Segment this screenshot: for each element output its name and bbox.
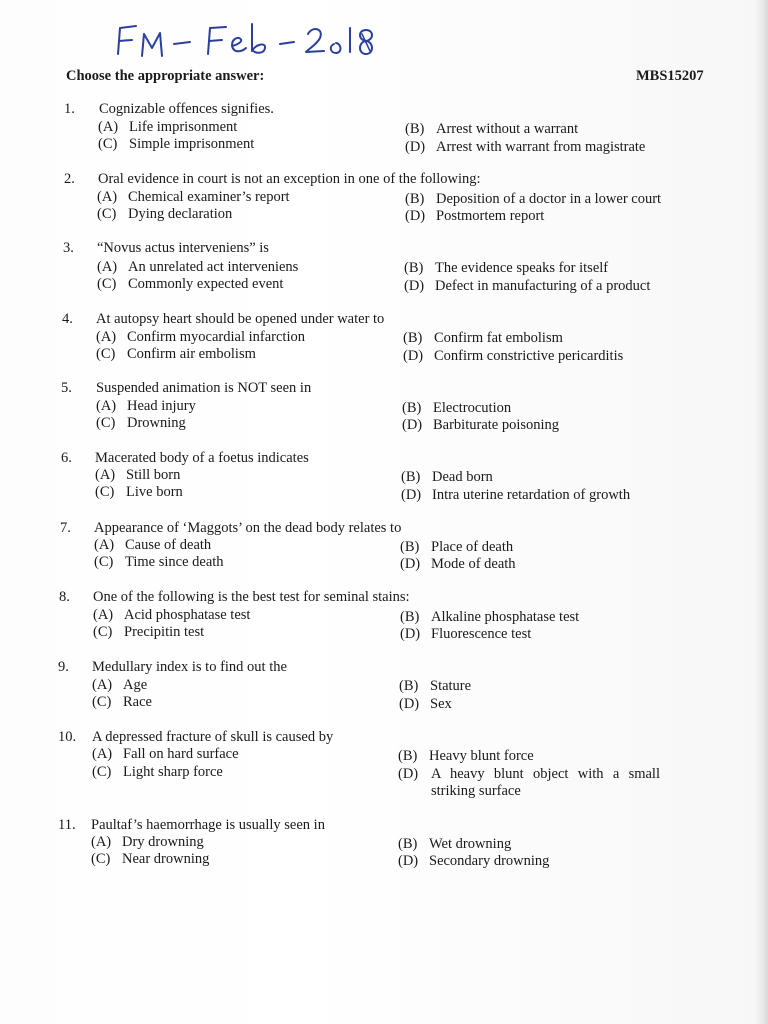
option-label: (C) (91, 851, 111, 867)
option-label: (C) (92, 694, 112, 710)
option-c (94, 554, 224, 571)
option-a (93, 607, 250, 624)
option-d (400, 556, 516, 573)
option-text: Arrest with warrant from magistrate (436, 139, 646, 155)
exam-code: MBS15207 (636, 68, 704, 84)
question-text: Oral evidence in court is not an exception in one of the following: (98, 171, 481, 187)
option-label: (C) (94, 554, 114, 570)
option-b (400, 539, 513, 556)
option-text: Dead born (432, 469, 493, 485)
option-text: Secondary drowning (429, 853, 550, 869)
option-label: (D) (400, 556, 421, 572)
option-text: Race (123, 694, 152, 710)
option-a (96, 329, 305, 346)
option-label: (A) (96, 398, 117, 414)
option-text: Alkaline phosphatase test (431, 609, 580, 625)
question-text: Macerated body of a foetus indicates (95, 450, 309, 466)
option-label: (C) (98, 136, 118, 152)
option-d (399, 696, 452, 713)
option-b (400, 609, 579, 626)
option-b (404, 260, 608, 277)
option-label: (A) (92, 677, 113, 693)
option-text: Drowning (127, 415, 186, 431)
option-a (92, 746, 239, 763)
question-text: At autopsy heart should be opened under water to (96, 311, 385, 327)
option-label: (A) (97, 259, 118, 275)
option-label: (A) (97, 189, 118, 205)
option-c (97, 206, 232, 223)
option-text: Simple imprisonment (129, 136, 255, 152)
option-c (95, 484, 183, 501)
option-label: (C) (92, 764, 112, 780)
option-label: (D) (405, 139, 426, 155)
option-b (399, 678, 471, 695)
question-text: Cognizable offences signifies. (99, 101, 274, 117)
option-text: Life imprisonment (129, 119, 238, 135)
option-label: (D) (398, 853, 419, 869)
option-text: Barbiturate poisoning (433, 417, 560, 433)
option-label: (A) (91, 834, 112, 850)
option-text: The evidence speaks for itself (435, 260, 609, 276)
option-text: Still born (126, 467, 181, 483)
question-number: 1. (64, 101, 75, 117)
option-text: Arrest without a warrant (436, 121, 579, 137)
option-c (93, 624, 204, 641)
option-text: Wet drowning (429, 836, 512, 852)
option-text: Fluorescence test (431, 626, 532, 642)
option-text: Commonly expected event (128, 276, 284, 292)
option-label: (B) (405, 191, 425, 207)
option-text: Dying declaration (128, 206, 233, 222)
option-label: (D) (402, 417, 423, 433)
option-d (400, 626, 531, 643)
option-text: Confirm air embolism (127, 346, 256, 362)
question-number: 11. (58, 817, 76, 833)
option-label: (D) (399, 696, 420, 712)
option-text: Time since death (125, 554, 224, 570)
option-c (96, 346, 256, 363)
option-b (398, 836, 511, 853)
option-c (96, 415, 186, 432)
option-b (402, 400, 511, 417)
option-label: (B) (402, 400, 422, 416)
option-label: (D) (398, 766, 419, 782)
question-number: 8. (59, 589, 70, 605)
option-label: (D) (401, 487, 422, 503)
option-label: (A) (98, 119, 119, 135)
question-number: 10. (58, 729, 77, 745)
option-text: Age (123, 677, 148, 693)
option-text: Sex (430, 696, 452, 712)
option-label: (C) (96, 346, 116, 362)
question-text: A depressed fracture of skull is caused by (92, 729, 334, 745)
option-text: Mode of death (431, 556, 516, 572)
question-text: Medullary index is to find out the (92, 659, 287, 675)
option-text: Defect in manufacturing of a product (435, 278, 651, 294)
option-label: (C) (97, 276, 117, 292)
option-text: Precipitin test (124, 624, 205, 640)
page-edge-shadow (754, 0, 768, 1024)
option-c (92, 694, 152, 711)
option-label: (A) (93, 607, 114, 623)
option-text: An unrelated act interveniens (128, 259, 299, 275)
option-d (402, 417, 559, 434)
question-number: 9. (58, 659, 69, 675)
option-text: Deposition of a doctor in a lower court (436, 191, 662, 207)
option-label: (A) (96, 329, 117, 345)
question-text: Suspended animation is NOT seen in (96, 380, 312, 396)
option-text: Confirm fat embolism (434, 330, 563, 346)
option-label: (A) (94, 537, 115, 553)
question-number: 4. (62, 311, 73, 327)
option-c (97, 276, 283, 293)
option-text: Light sharp force (123, 764, 223, 780)
option-b (405, 121, 578, 138)
option-d (403, 348, 623, 365)
instruction-heading: Choose the appropriate answer: (66, 68, 265, 84)
question-number: 7. (60, 520, 71, 536)
option-text: Place of death (431, 539, 514, 555)
option-a (97, 189, 290, 206)
question-text: Appearance of ‘Maggots’ on the dead body relates to (94, 520, 402, 536)
option-c (92, 764, 223, 781)
option-d (404, 278, 650, 295)
option-text: Stature (430, 678, 472, 694)
option-label: (D) (400, 626, 421, 642)
option-text: Acid phosphatase test (124, 607, 251, 623)
option-text: Confirm constrictive pericarditis (434, 348, 624, 364)
option-label: (B) (400, 609, 420, 625)
option-label: (A) (95, 467, 116, 483)
option-label: (B) (405, 121, 425, 137)
option-text: Head injury (127, 398, 196, 414)
question-text: “Novus actus interveniens” is (97, 240, 269, 256)
option-text: Fall on hard surface (123, 746, 239, 762)
option-a (91, 834, 204, 851)
option-text: Confirm myocardial infarction (127, 329, 305, 345)
option-a (95, 467, 180, 484)
option-d (398, 853, 549, 870)
option-a (97, 259, 298, 276)
option-text: Live born (126, 484, 183, 500)
option-label: (C) (95, 484, 115, 500)
option-label: (B) (401, 469, 421, 485)
option-b (398, 748, 534, 765)
question-text: One of the following is the best test for seminal stains: (93, 589, 410, 605)
question-number: 2. (64, 171, 75, 187)
option-b (401, 469, 493, 486)
option-d (405, 139, 645, 156)
option-label: (B) (399, 678, 419, 694)
option-label: (B) (398, 836, 418, 852)
option-text: Electrocution (433, 400, 512, 416)
option-label: (C) (96, 415, 116, 431)
option-text: Heavy blunt force (429, 748, 534, 764)
option-d (398, 766, 660, 800)
option-a (94, 537, 211, 554)
option-c (91, 851, 209, 868)
option-text: Near drowning (122, 851, 210, 867)
option-a (98, 119, 237, 136)
option-d (401, 487, 630, 504)
option-text: Intra uterine retardation of growth (432, 487, 631, 503)
option-label: (B) (404, 260, 424, 276)
option-label: (D) (404, 278, 425, 294)
option-label: (D) (405, 208, 426, 224)
option-c (98, 136, 254, 153)
option-b (405, 191, 661, 208)
option-text: Chemical examiner’s report (128, 189, 290, 205)
option-label: (C) (93, 624, 113, 640)
option-label: (B) (400, 539, 420, 555)
option-b (403, 330, 563, 347)
option-a (96, 398, 196, 415)
handwritten-annotation (110, 14, 410, 64)
option-label: (B) (403, 330, 423, 346)
option-text: Postmortem report (436, 208, 545, 224)
option-text: Cause of death (125, 537, 212, 553)
option-text: Dry drowning (122, 834, 204, 850)
option-label: (B) (398, 748, 418, 764)
option-text: A heavy blunt object with a small striking surface (431, 766, 660, 799)
option-label: (A) (92, 746, 113, 762)
option-a (92, 677, 147, 694)
question-number: 5. (61, 380, 72, 396)
option-label: (D) (403, 348, 424, 364)
option-label: (C) (97, 206, 117, 222)
question-text: Paultaf’s haemorrhage is usually seen in (91, 817, 325, 833)
option-d (405, 208, 544, 225)
question-number: 6. (61, 450, 72, 466)
question-number: 3. (63, 240, 74, 256)
